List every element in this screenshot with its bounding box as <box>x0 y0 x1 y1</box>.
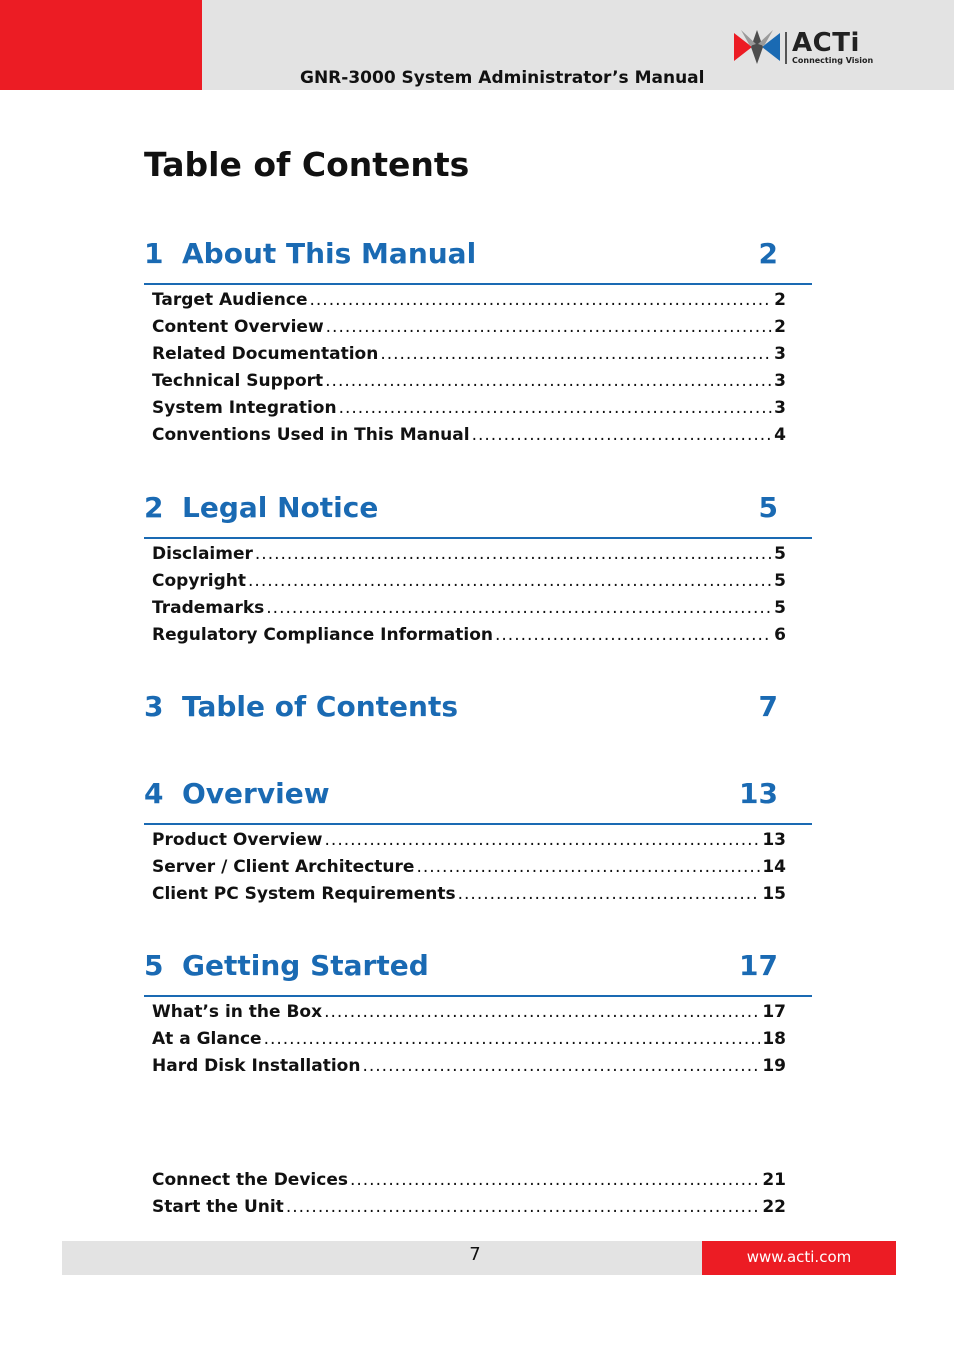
toc-leader <box>286 1197 761 1217</box>
acti-logo <box>734 28 874 68</box>
toc-leader <box>266 598 772 618</box>
chapter-rule <box>144 995 812 997</box>
toc-leader <box>325 830 761 850</box>
toc-leader <box>255 544 772 564</box>
toc-entry[interactable] <box>152 857 786 879</box>
toc-leader <box>339 398 773 418</box>
toc-entry-page: 6 <box>774 625 786 645</box>
toc-entry-label: Hard Disk Installation <box>152 1056 361 1076</box>
chapter-page: 2 <box>758 237 778 270</box>
chapter-title: Legal Notice <box>182 491 379 524</box>
toc-entry-label: Server / Client Architecture <box>152 857 415 877</box>
chapter-title: Getting Started <box>182 949 429 982</box>
logo-wordmark: ACTi <box>792 28 860 58</box>
chapter-number: 2 <box>144 491 164 524</box>
chapter-heading-3[interactable] <box>144 690 812 736</box>
toc-entry[interactable] <box>152 290 786 312</box>
toc-entry-label: Product Overview <box>152 830 323 850</box>
toc-leader <box>350 1170 760 1190</box>
toc-entry-page: 22 <box>762 1197 786 1217</box>
chapter-title: Overview <box>182 777 330 810</box>
toc-entry[interactable] <box>152 571 786 593</box>
toc-entry[interactable] <box>152 1197 786 1219</box>
toc-entry-label: What’s in the Box <box>152 1002 323 1022</box>
toc-leader <box>264 1029 761 1049</box>
toc-leader <box>310 290 773 310</box>
toc-entry[interactable] <box>152 625 786 647</box>
chapter-heading-5[interactable] <box>144 949 812 995</box>
toc-leader <box>248 571 772 591</box>
page-title: Table of Contents <box>144 145 470 184</box>
footer-gray-band <box>62 1241 702 1275</box>
chapter-heading-2[interactable] <box>144 491 812 537</box>
toc-entry[interactable] <box>152 1002 786 1024</box>
chapter-rule <box>144 283 812 285</box>
toc-entry[interactable] <box>152 344 786 366</box>
manual-title: GNR-3000 System Administrator’s Manual <box>300 68 705 88</box>
toc-entry[interactable] <box>152 425 786 447</box>
toc-entry-page: 4 <box>774 425 786 445</box>
toc-entry[interactable] <box>152 830 786 852</box>
logo-tagline: Connecting Vision <box>792 56 874 65</box>
chapter-page: 13 <box>739 777 778 810</box>
toc-leader <box>325 371 772 391</box>
toc-entry[interactable] <box>152 598 786 620</box>
toc-entry-label: Target Audience <box>152 290 308 310</box>
toc-entry-page: 13 <box>762 830 786 850</box>
toc-entry-label: Related Documentation <box>152 344 379 364</box>
toc-entry-page: 21 <box>762 1170 786 1190</box>
acti-logo-mark-icon <box>734 30 780 64</box>
toc-entry-page: 5 <box>774 544 786 564</box>
chapter-number: 4 <box>144 777 164 810</box>
toc-entry[interactable] <box>152 884 786 906</box>
toc-entry-label: Conventions Used in This Manual <box>152 425 470 445</box>
footer-url-link[interactable]: www.acti.com <box>746 1248 852 1266</box>
toc-entry-page: 5 <box>774 571 786 591</box>
toc-entry-label: Start the Unit <box>152 1197 284 1217</box>
toc-entry-label: Regulatory Compliance Information <box>152 625 493 645</box>
toc-leader <box>495 625 772 645</box>
toc-entry-label: Copyright <box>152 571 247 591</box>
toc-entry-page: 17 <box>762 1002 786 1022</box>
toc-entry-label: Client PC System Requirements <box>152 884 456 904</box>
chapter-page: 5 <box>758 491 778 524</box>
toc-entry[interactable] <box>152 1029 786 1051</box>
toc-leader <box>472 425 773 445</box>
footer-page-number: 7 <box>469 1244 481 1265</box>
toc-entry-page: 2 <box>774 317 786 337</box>
chapter-rule <box>144 823 812 825</box>
toc-entry-label: Connect the Devices <box>152 1170 348 1190</box>
toc-entry[interactable] <box>152 317 786 339</box>
chapter-title: About This Manual <box>182 237 477 270</box>
toc-entry-label: Disclaimer <box>152 544 253 564</box>
toc-entry-page: 14 <box>762 857 786 877</box>
toc-entry-page: 3 <box>774 344 786 364</box>
chapter-number: 1 <box>144 237 164 270</box>
chapter-page: 17 <box>739 949 778 982</box>
logo-separator <box>785 32 787 64</box>
toc-entry-label: Technical Support <box>152 371 324 391</box>
toc-entry-label: Content Overview <box>152 317 324 337</box>
toc-entry-page: 5 <box>774 598 786 618</box>
header-red-band <box>0 0 202 90</box>
toc-leader <box>324 1002 760 1022</box>
toc-entry[interactable] <box>152 1170 786 1192</box>
toc-leader <box>416 857 760 877</box>
toc-entry[interactable] <box>152 371 786 393</box>
toc-entry-label: At a Glance <box>152 1029 262 1049</box>
toc-entry[interactable] <box>152 398 786 420</box>
chapter-title: Table of Contents <box>182 690 459 723</box>
chapter-page: 7 <box>758 690 778 723</box>
chapter-number: 3 <box>144 690 164 723</box>
toc-entry-page: 2 <box>774 290 786 310</box>
toc-entry-label: System Integration <box>152 398 337 418</box>
toc-entry-page: 18 <box>762 1029 786 1049</box>
chapter-rule <box>144 537 812 539</box>
toc-leader <box>326 317 773 337</box>
toc-entry-page: 15 <box>762 884 786 904</box>
chapter-heading-4[interactable] <box>144 777 812 823</box>
toc-entry-label: Trademarks <box>152 598 265 618</box>
toc-leader <box>458 884 761 904</box>
toc-leader <box>380 344 772 364</box>
chapter-number: 5 <box>144 949 164 982</box>
toc-leader <box>362 1056 760 1076</box>
toc-entry-page: 3 <box>774 398 786 418</box>
toc-entry-page: 3 <box>774 371 786 391</box>
chapter-heading-1[interactable] <box>144 237 812 283</box>
toc-entry-page: 19 <box>762 1056 786 1076</box>
toc-entry[interactable] <box>152 544 786 566</box>
toc-entry[interactable] <box>152 1056 786 1078</box>
